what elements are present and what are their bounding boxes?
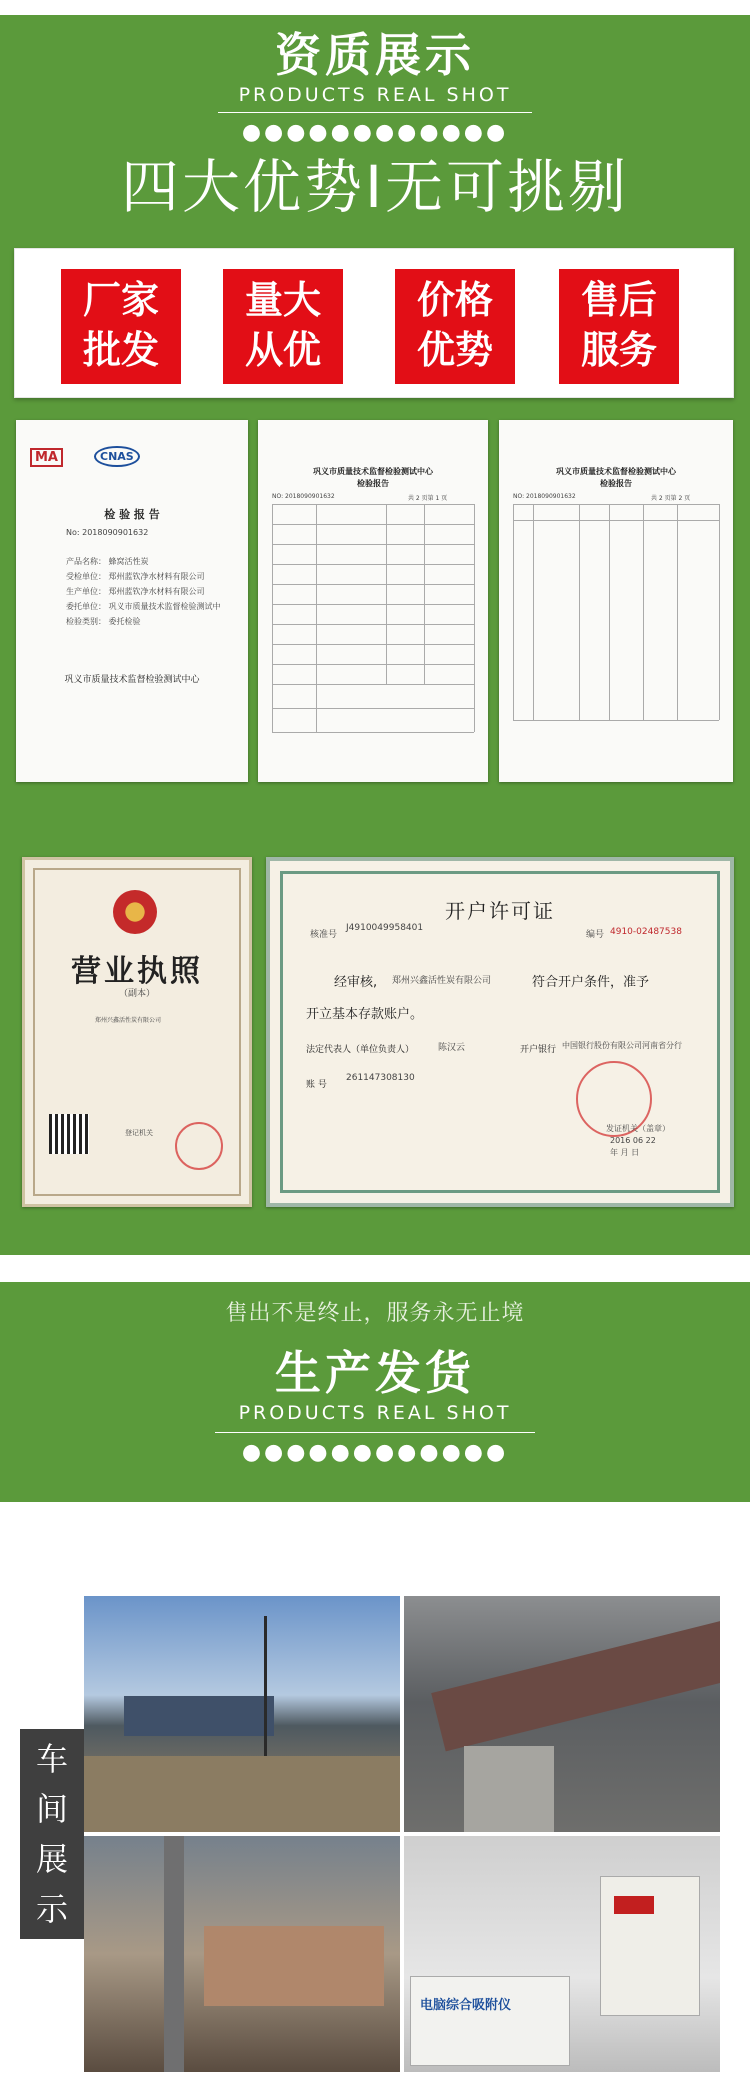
section2-title: 生产发货: [275, 1346, 475, 1400]
rep-name: 陈汉云: [438, 1043, 466, 1053]
rep-label: 法定代表人（单位负责人）: [306, 1045, 415, 1055]
testing-center: 巩义市质量技术监督检验测试中心: [64, 675, 200, 685]
advantages-panel: [14, 248, 734, 398]
table-col: [533, 504, 534, 720]
advantage-line: 价格: [416, 278, 493, 322]
report-number: NO: 2018090901632: [272, 493, 335, 500]
account-label: 账 号: [306, 1080, 327, 1090]
workshop-tag-char: 展: [35, 1840, 68, 1878]
issuer-label: 发证机关（盖章）: [606, 1124, 670, 1133]
table-col: [719, 504, 720, 720]
pillar-shape: [164, 1836, 184, 2072]
section1-dots: ●●●●●●●●●●●●: [241, 120, 509, 145]
serial-number: 4910-02487538: [610, 927, 682, 937]
ma-logo: MA: [30, 448, 63, 467]
section2-subtitle: PRODUCTS REAL SHOT: [238, 1402, 512, 1424]
kiln-photo: [404, 1596, 720, 1832]
workshop-tag-char: 车: [35, 1740, 68, 1778]
report-number: No: 2018090901632: [66, 528, 149, 537]
ground-shape: [84, 1756, 400, 1832]
lab-instrument-photo: [404, 1836, 720, 2072]
table-line: [513, 504, 719, 505]
report-title: 检 验 报 告: [104, 508, 160, 521]
advantage-line: 服务: [580, 328, 657, 372]
approval-label: 核准号: [310, 930, 338, 940]
table-line: [272, 524, 474, 525]
approval-number: J4910049958401: [346, 923, 424, 933]
issue-date-units: 年 月 日: [610, 1148, 640, 1157]
display-shape: [614, 1896, 654, 1914]
table-line: [272, 604, 474, 605]
workshop-tag: [20, 1729, 84, 1939]
machine-label: 电脑综合吸附仪: [420, 1998, 512, 2013]
advantage-factory-wholesale: [61, 269, 181, 384]
report-page: 共 2 页第 1 页: [408, 495, 448, 502]
section1-title: 资质展示: [275, 28, 475, 82]
bank-name: 中国银行股份有限公司河南省分行: [562, 1041, 682, 1050]
table-col: [272, 504, 273, 732]
table-col: [643, 504, 644, 720]
title-divider: [218, 112, 532, 113]
permit-text: 符合开户条件，准予: [532, 975, 650, 990]
table-col: [513, 504, 514, 720]
table-col: [579, 504, 580, 720]
permit-title: 开户许可证: [445, 899, 555, 923]
account-number: 261147308130: [346, 1073, 415, 1083]
report-org: 巩义市质量技术监督检验测试中心: [556, 467, 676, 476]
advantage-line: 量大: [244, 278, 321, 322]
table-line: [272, 564, 474, 565]
report-field: 受检单位： 郑州蓝钦净水材料有限公司: [66, 572, 205, 581]
license-copy-label: （副本）: [118, 989, 155, 999]
report-field: 委托单位： 巩义市质量技术监督检验测试中: [66, 602, 221, 611]
serial-label: 编号: [586, 930, 605, 940]
table-col: [386, 504, 387, 684]
section1-subtitle: PRODUCTS REAL SHOT: [238, 84, 512, 106]
inspection-report-page1: [258, 420, 488, 782]
inspection-report-cover: [16, 420, 248, 782]
table-line: [272, 584, 474, 585]
permit-company: 郑州兴鑫活性炭有限公司: [392, 976, 492, 986]
table-col: [474, 504, 475, 732]
report-field: 检验类别： 委托检验: [66, 617, 141, 626]
official-seal-icon: [175, 1122, 223, 1170]
table-line: [513, 720, 719, 721]
workshop-tag-char: 间: [35, 1790, 68, 1828]
table-col: [316, 504, 317, 732]
report-field: 生产单位： 郑州蓝钦净水材料有限公司: [66, 587, 205, 596]
workshop-tag-char: 示: [35, 1890, 68, 1928]
table-line: [272, 708, 474, 709]
advantage-line: 从优: [244, 328, 321, 372]
report-field: 产品名称： 蜂窝活性炭: [66, 557, 149, 566]
power-tower-shape: [264, 1616, 267, 1756]
rotary-kiln-shape: [431, 1621, 720, 1752]
report-number: NO: 2018090901632: [513, 493, 576, 500]
business-license: [22, 857, 252, 1207]
machine-shape: [464, 1746, 554, 1832]
adsorption-instrument-shape: [410, 1976, 570, 2066]
national-emblem-icon: [113, 890, 157, 934]
advantage-slogan: 四大优势I无可挑剔: [120, 153, 630, 221]
table-line: [513, 520, 719, 521]
table-line: [272, 504, 474, 505]
advantage-line: 优势: [416, 328, 493, 372]
report-page: 共 2 页第 2 页: [651, 495, 691, 502]
license-title: 营业执照: [71, 954, 203, 989]
advantage-after-sales: [559, 269, 679, 384]
service-tagline: 售出不是终止，服务永无止境: [225, 1301, 525, 1326]
license-company: 郑州兴鑫活性炭有限公司: [95, 1017, 162, 1024]
qr-code-icon: [49, 1114, 89, 1154]
warehouse-shape: [124, 1696, 274, 1736]
advantage-price: [395, 269, 515, 384]
cnas-logo: CNAS: [94, 446, 140, 467]
report-org: 巩义市质量技术监督检验测试中心: [313, 467, 433, 476]
furnace-shape: [204, 1926, 384, 2006]
report-title: 检验报告: [600, 479, 632, 488]
advantage-line: 批发: [82, 328, 159, 372]
workshop-photo: [84, 1836, 400, 2072]
permit-text: 经审核,: [334, 975, 378, 990]
advantage-line: 售后: [580, 278, 657, 322]
table-line: [272, 544, 474, 545]
table-line: [272, 732, 474, 733]
section2-dots: ●●●●●●●●●●●●: [241, 1440, 509, 1465]
inspection-report-page2: [499, 420, 733, 782]
section2-header: [0, 1346, 750, 1424]
issue-date: 2016 06 22: [610, 1136, 656, 1145]
account-opening-permit: [266, 857, 734, 1207]
section1-header: [0, 28, 750, 106]
table-line: [272, 624, 474, 625]
advantage-line: 厂家: [82, 278, 159, 322]
title-divider: [215, 1432, 535, 1433]
advantage-volume-discount: [223, 269, 343, 384]
table-line: [272, 644, 474, 645]
table-line: [272, 664, 474, 665]
report-title: 检验报告: [357, 479, 389, 488]
permit-text: 开立基本存款账户。: [306, 1007, 424, 1022]
table-col: [609, 504, 610, 720]
table-col: [677, 504, 678, 720]
table-line: [272, 684, 474, 685]
license-authority: 登记机关: [125, 1129, 153, 1137]
table-col: [424, 504, 425, 684]
bank-label: 开户银行: [520, 1045, 557, 1055]
factory-yard-photo: [84, 1596, 400, 1832]
